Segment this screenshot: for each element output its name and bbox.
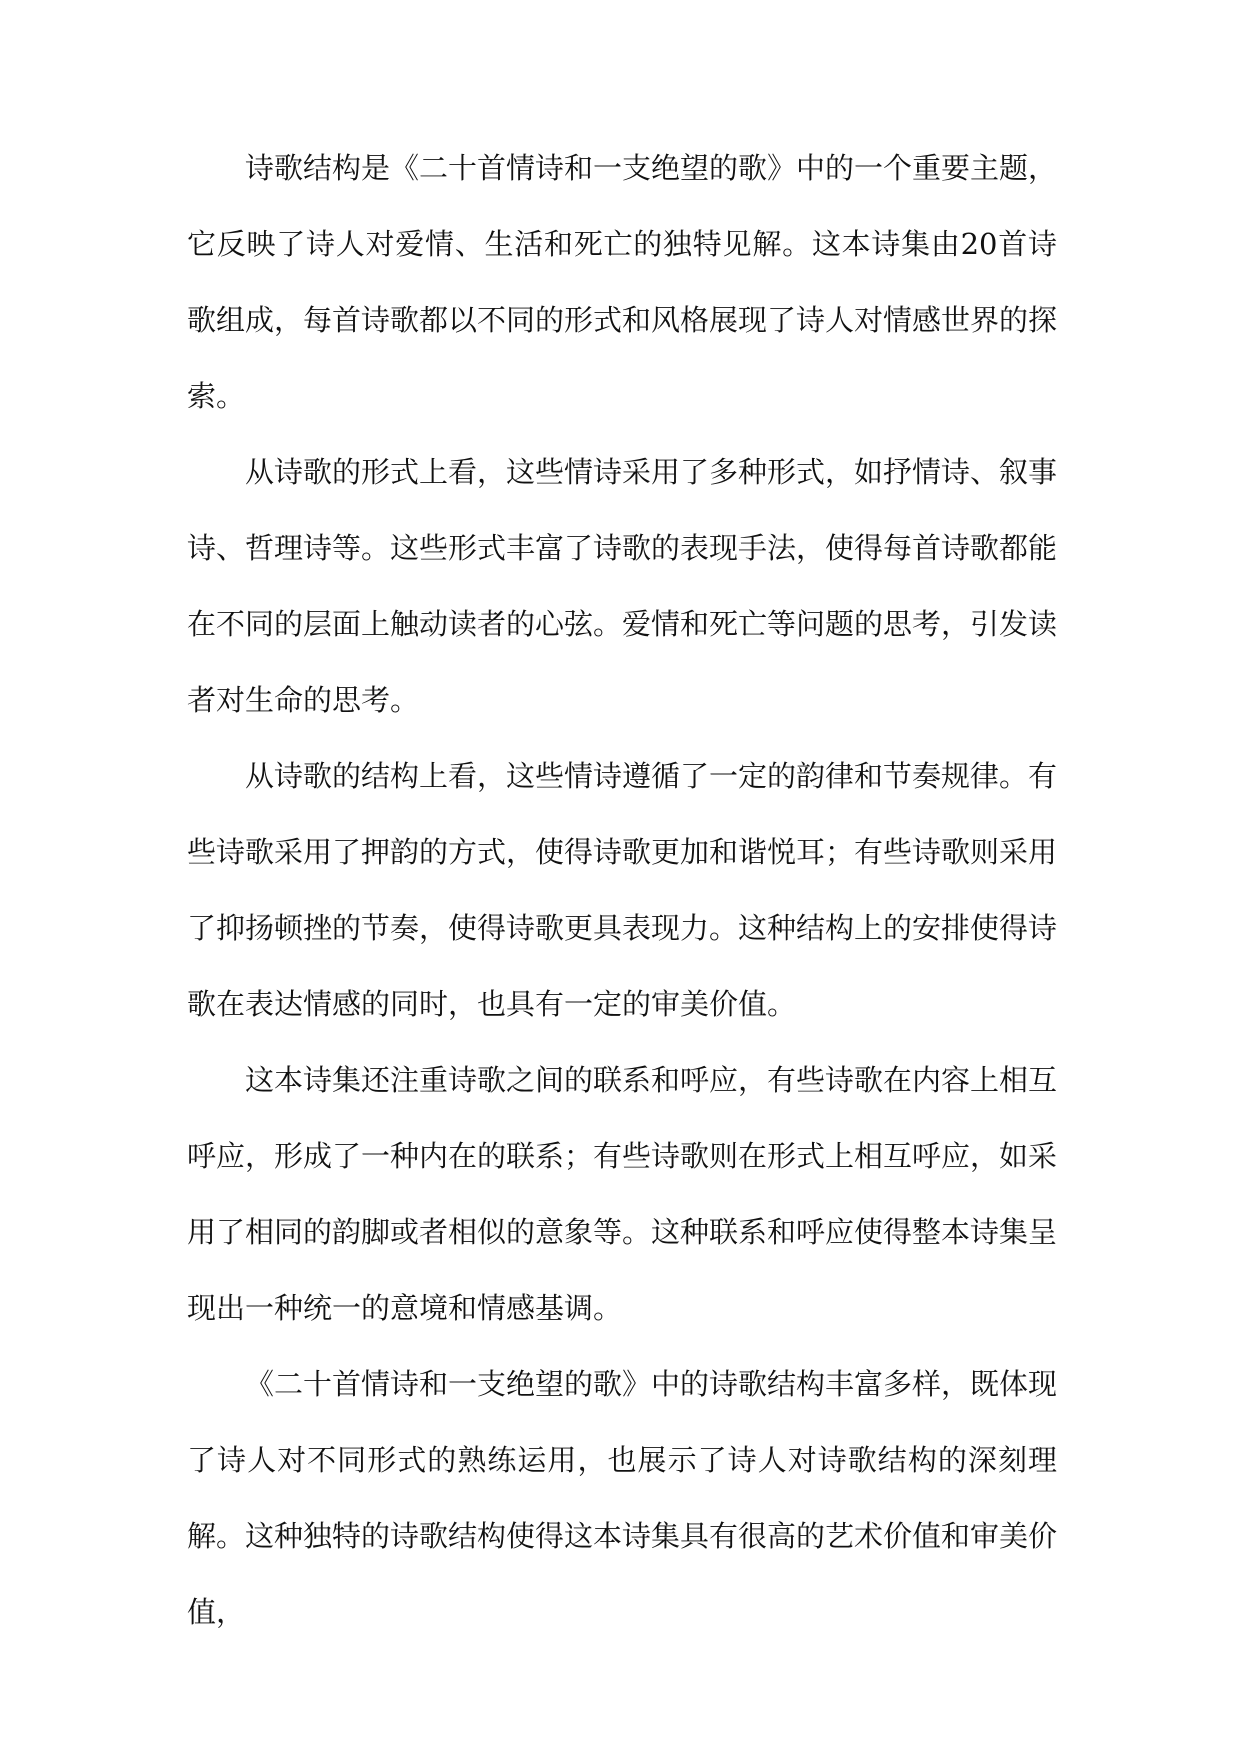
paragraph: 从诗歌的结构上看，这些情诗遵循了一定的韵律和节奏规律。有些诗歌采用了押韵的方式，使得诗歌更加和谐悦耳；有些诗歌则采用了抑扬顿挫的节奏，使得诗歌更具表现力。这种结构上的安排使得诗歌在表达情感的同时，也具有一定的审美价值。 (187, 759, 1058, 1021)
paragraph: 《二十首情诗和一支绝望的歌》中的诗歌结构丰富多样，既体现了诗人对不同形式的熟练运用，也展示了诗人对诗歌结构的深刻理解。这种独特的诗歌结构使得这本诗集具有很高的艺术价值和审美价值， (187, 1367, 1058, 1629)
paragraph: 从诗歌的形式上看，这些情诗采用了多种形式，如抒情诗、叙事诗、哲理诗等。这些形式丰富了诗歌的表现手法，使得每首诗歌都能在不同的层面上触动读者的心弦。爱情和死亡等问题的思考，引发读者对生命的思考。 (187, 455, 1058, 717)
paragraph: 诗歌结构是《二十首情诗和一支绝望的歌》中的一个重要主题，它反映了诗人对爱情、生活和死亡的独特见解。这本诗集由20首诗歌组成，每首诗歌都以不同的形式和风格展现了诗人对情感世界的探索。 (187, 151, 1058, 413)
document-body (187, 130, 1057, 1650)
paragraph: 这本诗集还注重诗歌之间的联系和呼应，有些诗歌在内容上相互呼应，形成了一种内在的联系；有些诗歌则在形式上相互呼应，如采用了相同的韵脚或者相似的意象等。这种联系和呼应使得整本诗集呈现出一种统一的意境和情感基调。 (187, 1063, 1058, 1325)
